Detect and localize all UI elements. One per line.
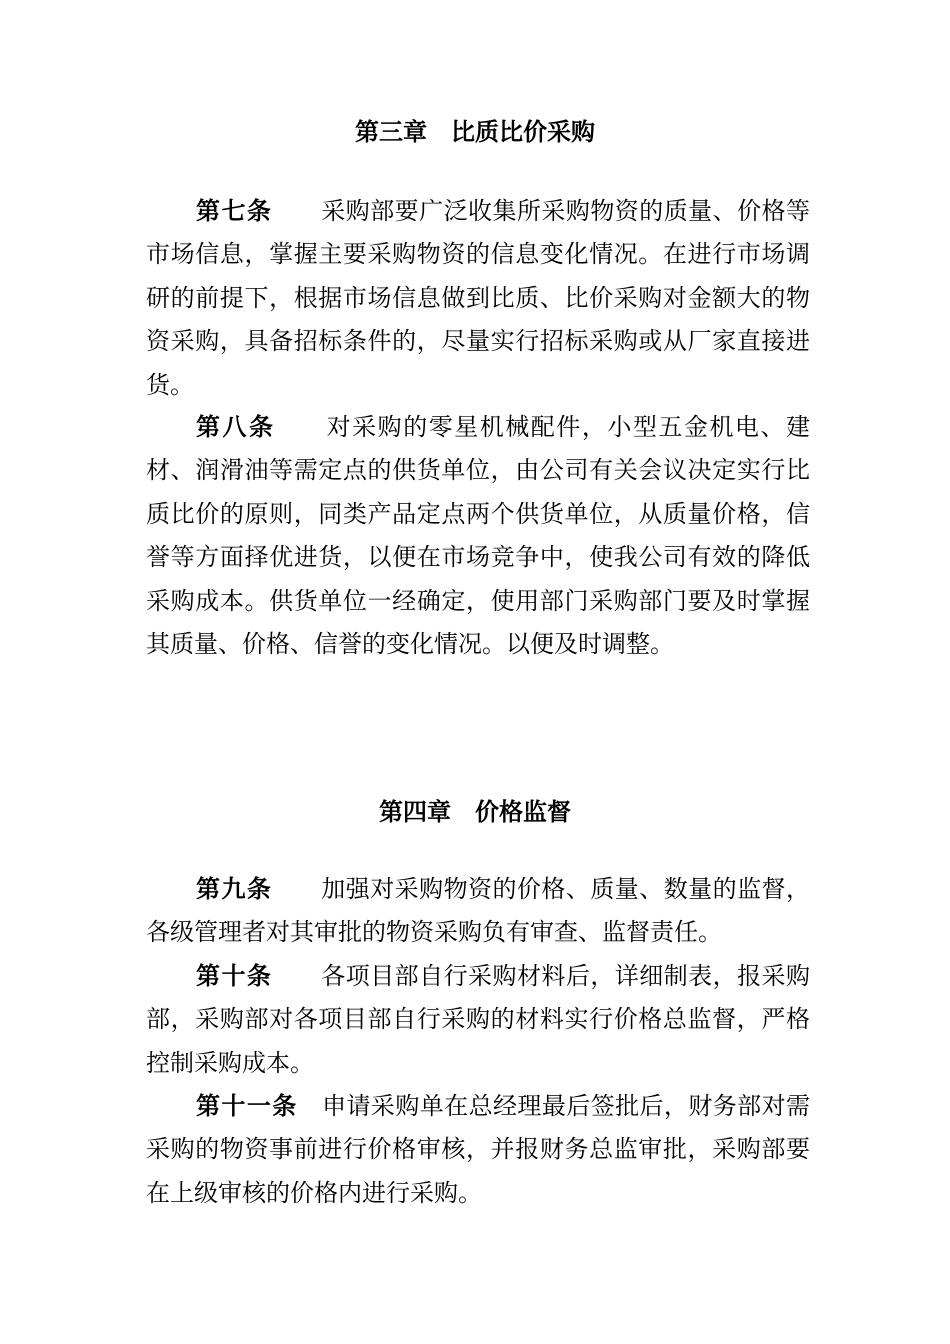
article-separator — [276, 413, 327, 441]
article-label: 第十一条 — [196, 1092, 298, 1120]
article-label: 第九条 — [196, 875, 273, 903]
article-label: 第十条 — [196, 962, 273, 990]
article-label: 第七条 — [196, 197, 273, 225]
article-label: 第八条 — [196, 413, 276, 441]
chapter-title: 第四章 价格监督 — [379, 798, 571, 826]
article-text: 对采购的零星机械配件，小型五金机电、建材、润滑油等需定点的供货单位，由公司有关会议决定实行比质比价的原则，同类产品定点两个供货单位，从质量价格，信誉等方面择优进货，以便在市场竞争中，使我公司有效的降低采购成本。供货单位一经确定，使用部门采购部门要及时掌握其质量、价格、信誉的变化情况。以便及时调整。 — [146, 413, 811, 659]
chapter-title: 第三章 比质比价采购 — [355, 118, 595, 146]
article-8 — [146, 406, 810, 666]
article-7 — [146, 190, 810, 407]
article-text: 申请采购单在总经理最后签批后，财务部对需采购的物资事前进行价格审核，并报财务总监审批，采购部要在上级审核的价格内进行采购。 — [146, 1092, 811, 1207]
article-text: 采购部要广泛收集所采购物资的质量、价格等市场信息，掌握主要采购物资的信息变化情况。在进行市场调研的前提下，根据市场信息做到比质、比价采购对金额大的物资采购，具备招标条件的，尽量实行招标采购或从厂家直接进货。 — [146, 197, 811, 399]
article-separator — [298, 1092, 322, 1120]
article-separator — [272, 875, 321, 903]
article-10 — [146, 955, 810, 1085]
article-separator — [272, 197, 321, 225]
article-9 — [146, 868, 810, 955]
article-separator — [272, 962, 321, 990]
article-text: 各项目部自行采购材料后，详细制表，报采购部，采购部对各项目部自行采购的材料实行价格总监督，严格控制采购成本。 — [146, 962, 811, 1077]
article-text: 加强对采购物资的价格、质量、数量的监督，各级管理者对其审批的物资采购负有审查、监督责任。 — [146, 875, 811, 947]
article-11 — [146, 1085, 810, 1215]
